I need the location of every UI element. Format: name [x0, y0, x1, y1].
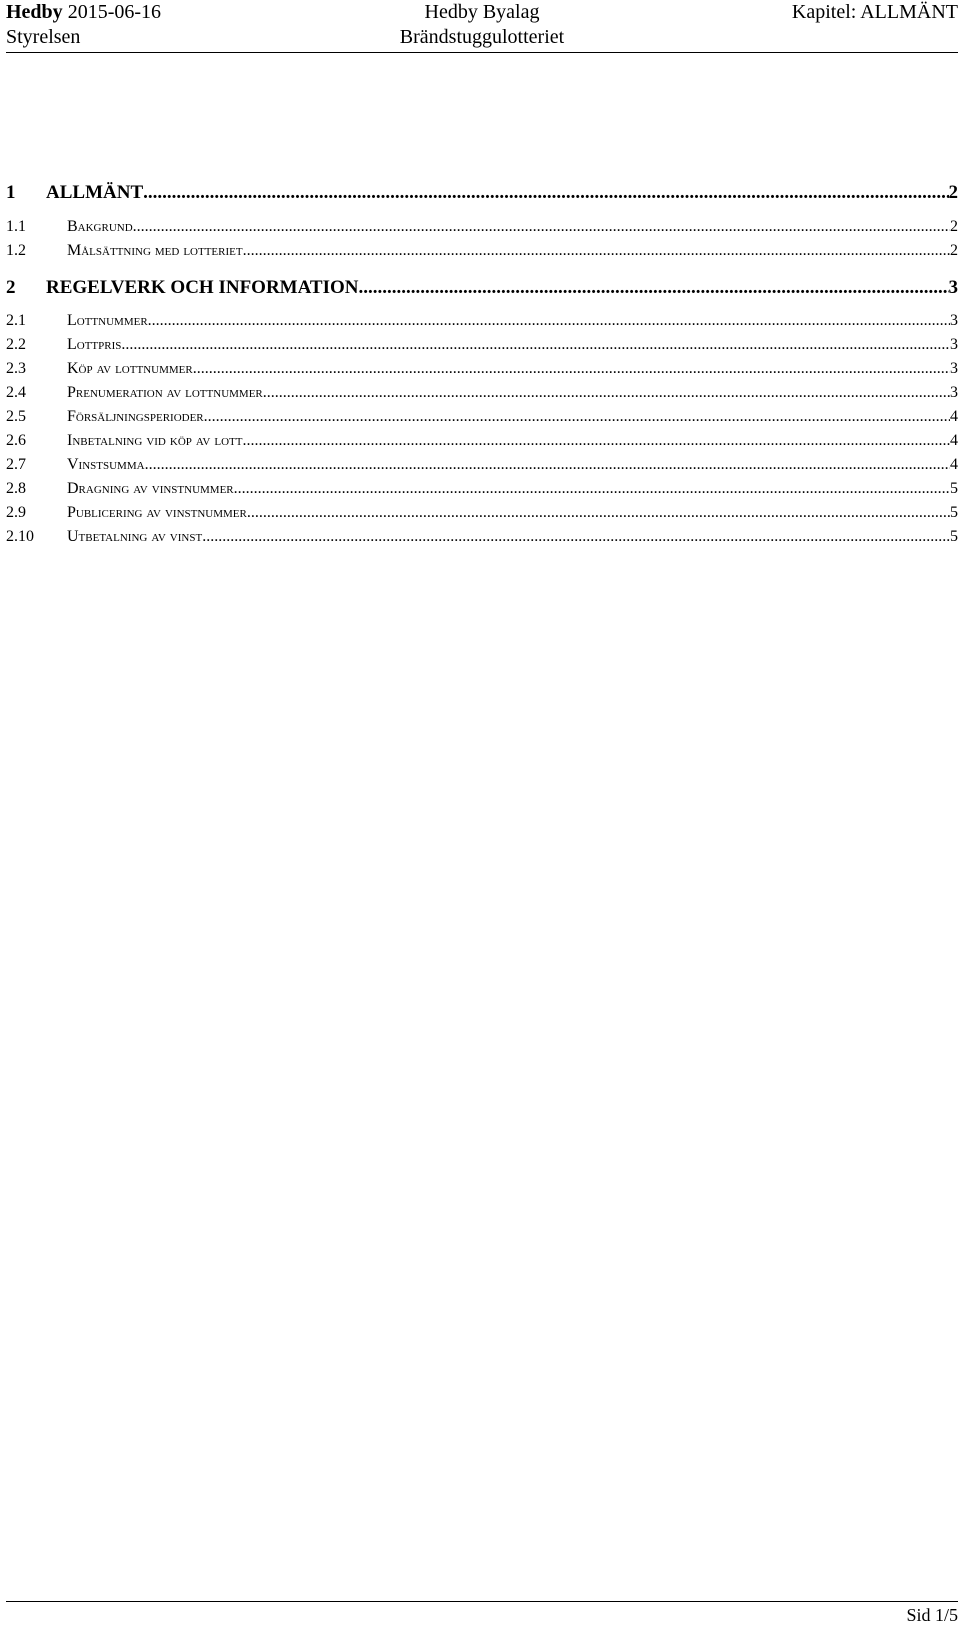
toc-entry-page: 5 — [950, 528, 958, 545]
page-number-label: Sid 1/5 — [906, 1605, 958, 1625]
toc-entry-title: Inbetalning vid köp av lott — [67, 432, 243, 449]
toc-section-entry[interactable] — [6, 456, 958, 480]
toc-section-entry[interactable] — [6, 528, 958, 552]
toc-entry-title: Prenumeration av lottnummer — [67, 384, 263, 401]
toc-entry-title: Bakgrund — [67, 218, 133, 235]
toc-entry-number: 2.10 — [6, 528, 34, 545]
toc-entry-title: REGELVERK OCH INFORMATION — [46, 277, 359, 298]
toc-entry-title: Lottpris — [67, 336, 122, 353]
toc-entry-page: 3 — [950, 360, 958, 377]
toc-entry-title: Målsättning med lotteriet — [67, 242, 243, 259]
toc-dot-leader — [121, 336, 950, 354]
toc-entry-title: Utbetalning av vinst — [67, 528, 203, 545]
toc-dot-leader — [148, 312, 950, 330]
toc-section-entry[interactable] — [6, 432, 958, 456]
toc-section-entry[interactable] — [6, 218, 958, 242]
toc-entry-number: 2.9 — [6, 504, 26, 521]
header-association: Hedby Byalag — [424, 1, 540, 23]
toc-entry-number: 1.2 — [6, 242, 26, 259]
toc-section-entry[interactable] — [6, 336, 958, 360]
toc-entry-title: ALLMÄNT — [46, 182, 144, 203]
toc-dot-leader — [358, 277, 948, 299]
page-footer — [906, 1604, 958, 1626]
toc-section-entry[interactable] — [6, 408, 958, 432]
header-org: Hedby — [6, 1, 63, 23]
toc-section-entry[interactable] — [6, 360, 958, 384]
toc-entry-number: 2.2 — [6, 336, 26, 353]
toc-dot-leader — [193, 360, 950, 378]
toc-entry-number: 1.1 — [6, 218, 26, 235]
toc-entry-title: Lottnummer — [67, 312, 148, 329]
toc-entry-number: 2.3 — [6, 360, 26, 377]
header-department: Styrelsen — [6, 26, 81, 48]
toc-chapter-entry[interactable] — [6, 277, 958, 303]
toc-entry-page: 3 — [948, 277, 958, 298]
toc-entry-number: 1 — [6, 182, 16, 203]
toc-entry-page: 4 — [950, 432, 958, 449]
header-lottery-name: Brändstuggulotteriet — [399, 26, 565, 48]
toc-entry-page: 2 — [948, 182, 958, 203]
toc-entry-page: 3 — [950, 312, 958, 329]
toc-entry-number: 2.8 — [6, 480, 26, 497]
toc-entry-page: 5 — [950, 480, 958, 497]
toc-entry-number: 2.1 — [6, 312, 26, 329]
header-date: 2015-06-16 — [62, 1, 162, 23]
toc-dot-leader — [204, 408, 950, 426]
toc-entry-page: 2 — [950, 218, 958, 235]
toc-section-entry[interactable] — [6, 242, 958, 266]
toc-entry-number: 2.6 — [6, 432, 26, 449]
toc-dot-leader — [143, 182, 948, 204]
footer-divider — [6, 1601, 958, 1602]
toc-dot-leader — [145, 456, 950, 474]
toc-dot-leader — [263, 384, 950, 402]
toc-section-entry[interactable] — [6, 312, 958, 336]
toc-entry-page: 4 — [950, 456, 958, 473]
toc-entry-title: Vinstsumma — [67, 456, 145, 473]
toc-entry-number: 2.4 — [6, 384, 26, 401]
toc-dot-leader — [234, 480, 950, 498]
toc-dot-leader — [242, 432, 950, 450]
toc-chapter-entry[interactable] — [6, 182, 958, 208]
page-header — [6, 0, 958, 52]
toc-entry-page: 3 — [950, 384, 958, 401]
toc-entry-page: 3 — [950, 336, 958, 353]
toc-entry-title: Publicering av vinstnummer — [67, 504, 247, 521]
toc-dot-leader — [247, 504, 950, 522]
toc-entry-title: Försäljningsperioder — [67, 408, 204, 425]
toc-entry-page: 2 — [950, 242, 958, 259]
toc-section-entry[interactable] — [6, 480, 958, 504]
header-chapter: Kapitel: ALLMÄNT — [791, 1, 958, 23]
toc-entry-number: 2.5 — [6, 408, 26, 425]
toc-dot-leader — [243, 242, 950, 260]
toc-dot-leader — [202, 528, 950, 546]
header-divider — [6, 52, 958, 53]
toc-dot-leader — [133, 218, 950, 236]
header-right — [792, 0, 958, 25]
toc-entry-number: 2 — [6, 277, 16, 298]
toc-section-entry[interactable] — [6, 504, 958, 528]
toc-entry-page: 4 — [950, 408, 958, 425]
toc-entry-number: 2.7 — [6, 456, 26, 473]
toc-entry-title: Dragning av vinstnummer — [67, 480, 234, 497]
toc-section-entry[interactable] — [6, 384, 958, 408]
toc-entry-title: Köp av lottnummer — [67, 360, 193, 377]
toc-entry-page: 5 — [950, 504, 958, 521]
